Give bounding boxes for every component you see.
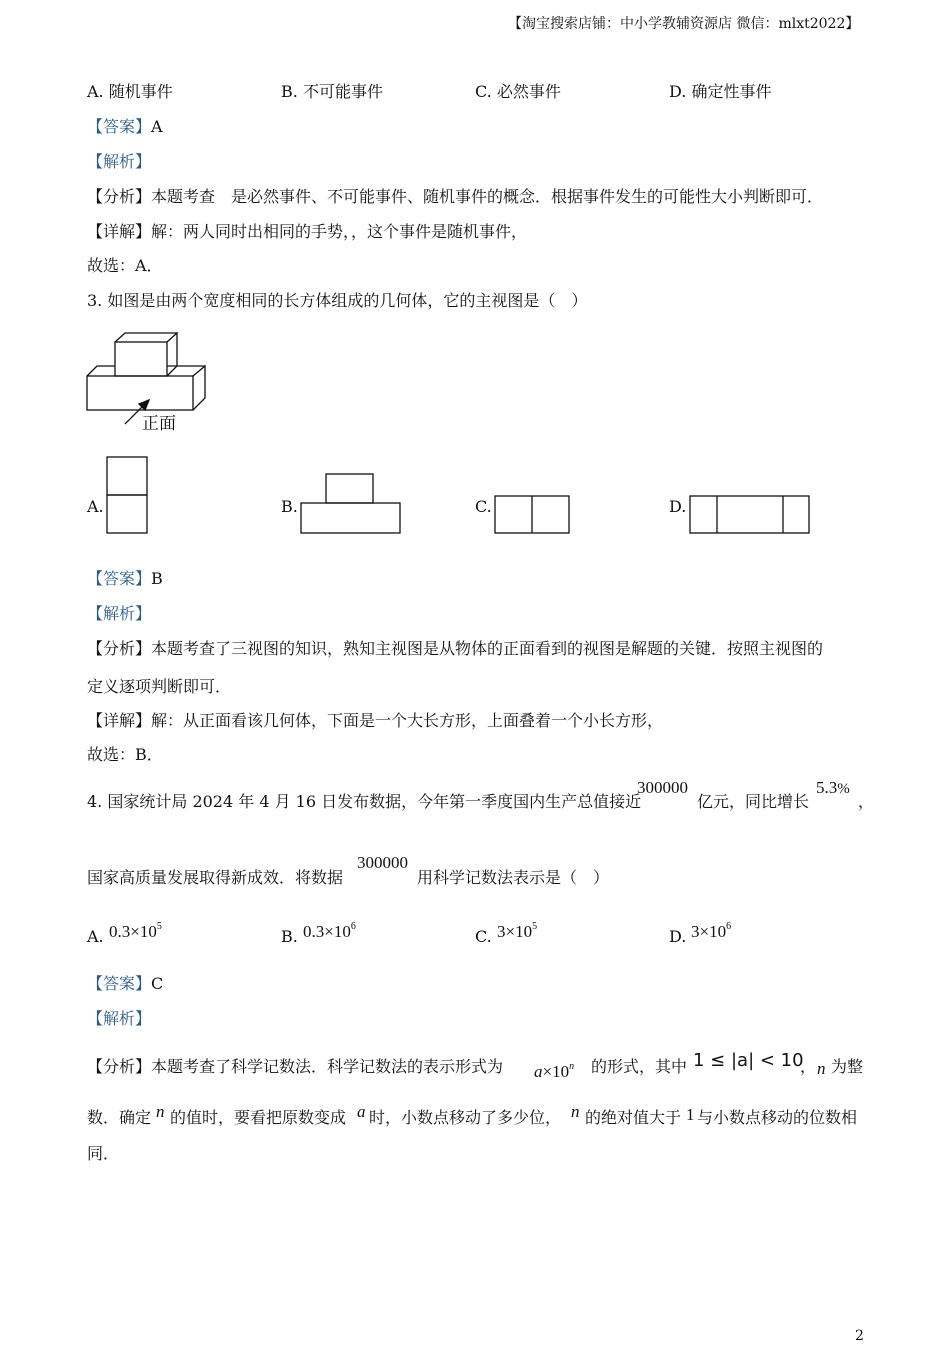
q3-analysis-tag: 【解析】 xyxy=(87,604,152,623)
q4-fenxi-line2-e: 与小数点移动的位数相 xyxy=(697,1108,858,1127)
fenxi-tag: 【分析】 xyxy=(87,187,152,206)
q4-answer xyxy=(87,974,163,994)
option-letter: A. xyxy=(87,927,104,946)
q3-fenxi-line1 xyxy=(87,639,823,659)
fenxi-text: 本题考查 是必然事件、不可能事件、随机事件的概念．根据事件发生的可能性大小判断即可． xyxy=(151,187,824,206)
q4-inequality: 1 ≤ |a| < 10 xyxy=(693,1050,804,1071)
q4-stem-line1-part2: 亿元，同比增长 xyxy=(697,792,810,811)
q4-stem-line2-part1: 国家高质量发展取得新成效．将数据 xyxy=(87,868,344,887)
fenxi-text: 本题考查了三视图的知识，熟知主视图是从物体的正面看到的视图是解题的关键．按照主视图的 xyxy=(151,639,824,658)
q2-fenxi xyxy=(87,187,823,207)
q3-option-c xyxy=(475,497,492,517)
option-text: 确定性事件 xyxy=(691,82,772,101)
answer-tag: 【答案】 xyxy=(87,569,152,588)
q4-fenxi-line1-b: 的形式，其中 xyxy=(591,1057,688,1076)
sci-n: n xyxy=(569,1061,575,1072)
fenxi-tag: 【分析】 xyxy=(87,1057,152,1076)
q2-option-d xyxy=(669,82,771,102)
q3-guxuan: 故选：B． xyxy=(87,745,163,764)
option-letter: D. xyxy=(669,927,687,946)
q4-sci-form xyxy=(534,1057,574,1082)
q4-option-b xyxy=(281,927,298,947)
q4-stem-line1-part3: ， xyxy=(858,792,875,811)
sci-exp: 6 xyxy=(350,921,356,932)
q4-fenxi-line1-d: 为整 xyxy=(831,1057,864,1076)
percent-sign: % xyxy=(837,781,850,797)
q3-option-d-figure xyxy=(689,495,813,537)
sci-base: 0.3×10 xyxy=(109,922,157,941)
q4-option-d xyxy=(669,927,686,947)
q4-fenxi-line2-b: 的值时，要看把原数变成 xyxy=(170,1108,347,1127)
sci-exp: 6 xyxy=(726,921,732,932)
q4-option-a-value xyxy=(109,917,162,942)
q2-option-b xyxy=(281,82,383,102)
answer-tag: 【答案】 xyxy=(87,974,152,993)
sci-base: 3×10 xyxy=(691,922,727,941)
option-letter: D. xyxy=(669,497,687,516)
q4-fenxi-line1 xyxy=(87,1057,503,1077)
q3-option-b-figure xyxy=(300,473,404,537)
q3-xiangjie xyxy=(87,711,663,731)
option-letter: B. xyxy=(281,497,298,516)
growth-value: 5.3 xyxy=(816,778,838,797)
q4-stem-line1-part1: 4. 国家统计局 2024 年 4 月 16 日发布数据，今年第一季度国内生产总值接近 xyxy=(87,792,642,811)
option-letter: C. xyxy=(475,497,492,516)
option-letter: B. xyxy=(281,82,298,101)
option-text: 随机事件 xyxy=(108,82,173,101)
q4-option-c xyxy=(475,927,492,947)
q2-option-a xyxy=(87,82,173,102)
q4-growth xyxy=(816,778,850,799)
sci-base: 3×10 xyxy=(497,922,533,941)
sci-a: a xyxy=(534,1062,543,1081)
header-note: 【淘宝搜索店铺：中小学教辅资源店 微信：mlxt2022】 xyxy=(508,16,860,32)
sci-exp: 5 xyxy=(532,921,538,932)
answer-tag: 【答案】 xyxy=(87,117,152,136)
option-text: 必然事件 xyxy=(496,82,561,101)
option-letter: C. xyxy=(475,82,492,101)
q2-xiangjie xyxy=(87,222,527,242)
answer-value: A xyxy=(151,117,163,136)
q2-option-c xyxy=(475,82,561,102)
q3-option-a xyxy=(87,497,104,517)
q4-fenxi-line2-d: 的绝对值大于 xyxy=(585,1108,682,1127)
q4-fenxi-line2-c: 时，小数点移动了多少位， xyxy=(369,1108,562,1127)
option-letter: A. xyxy=(87,82,104,101)
option-letter: D. xyxy=(669,82,687,101)
q4-line2-n2: n xyxy=(571,1102,580,1121)
q2-guxuan: 故选：A． xyxy=(87,256,163,275)
q2-analysis-tag: 【解析】 xyxy=(87,152,152,171)
option-letter: A. xyxy=(87,497,104,516)
q4-fenxi-line3: 同． xyxy=(87,1144,120,1163)
q4-line2-a-var: a xyxy=(357,1102,366,1121)
q4-option-a xyxy=(87,927,104,947)
option-text: 不可能事件 xyxy=(302,82,383,101)
q3-option-a-figure xyxy=(106,456,150,536)
q2-answer xyxy=(87,117,163,137)
q3-stem: 3. 如图是由两个宽度相同的长方体组成的几何体，它的主视图是（ ） xyxy=(87,291,588,310)
q3-option-c-figure xyxy=(494,495,574,537)
sci-exp: 5 xyxy=(156,921,162,932)
fenxi-text: 本题考查了科学记数法．科学记数法的表示形式为 xyxy=(151,1057,504,1076)
q4-line2-one: 1 xyxy=(686,1105,695,1124)
q4-analysis-tag: 【解析】 xyxy=(87,1009,152,1028)
q4-fenxi-line2-a: 数．确定 xyxy=(87,1108,152,1127)
sci-base: 0.3×10 xyxy=(303,922,351,941)
q3-figure-label: 正面 xyxy=(142,414,176,434)
answer-value: C xyxy=(151,974,164,993)
sci-times: ×10 xyxy=(542,1062,570,1081)
answer-value: B xyxy=(151,569,163,588)
q4-option-d-value xyxy=(691,917,731,942)
q4-line2-value: 300000 xyxy=(357,853,408,872)
q3-fenxi-line2: 定义逐项判断即可． xyxy=(87,677,232,696)
q4-fenxi-line1-c: ， xyxy=(800,1057,817,1076)
q4-line2-n: n xyxy=(156,1102,165,1121)
option-letter: C. xyxy=(475,927,492,946)
q4-option-c-value xyxy=(497,917,537,942)
xiangjie-text: 解：从正面看该几何体，下面是一个大长方形，上面叠着一个小长方形， xyxy=(151,711,664,730)
q3-answer xyxy=(87,569,163,589)
xiangjie-tag: 【详解】 xyxy=(87,711,152,730)
q4-n-var: n xyxy=(817,1059,826,1078)
q4-gdp-value: 300000 xyxy=(637,778,688,797)
xiangjie-text: 解：两人同时出相同的手势，，这个事件是随机事件， xyxy=(151,222,528,241)
q3-option-b xyxy=(281,497,298,517)
option-letter: B. xyxy=(281,927,298,946)
fenxi-tag: 【分析】 xyxy=(87,639,152,658)
page-number: 2 xyxy=(855,1328,864,1344)
q3-option-d xyxy=(669,497,686,517)
xiangjie-tag: 【详解】 xyxy=(87,222,152,241)
q4-option-b-value xyxy=(303,917,356,942)
q4-stem-line2-part2: 用科学记数法表示是（ ） xyxy=(417,868,610,887)
